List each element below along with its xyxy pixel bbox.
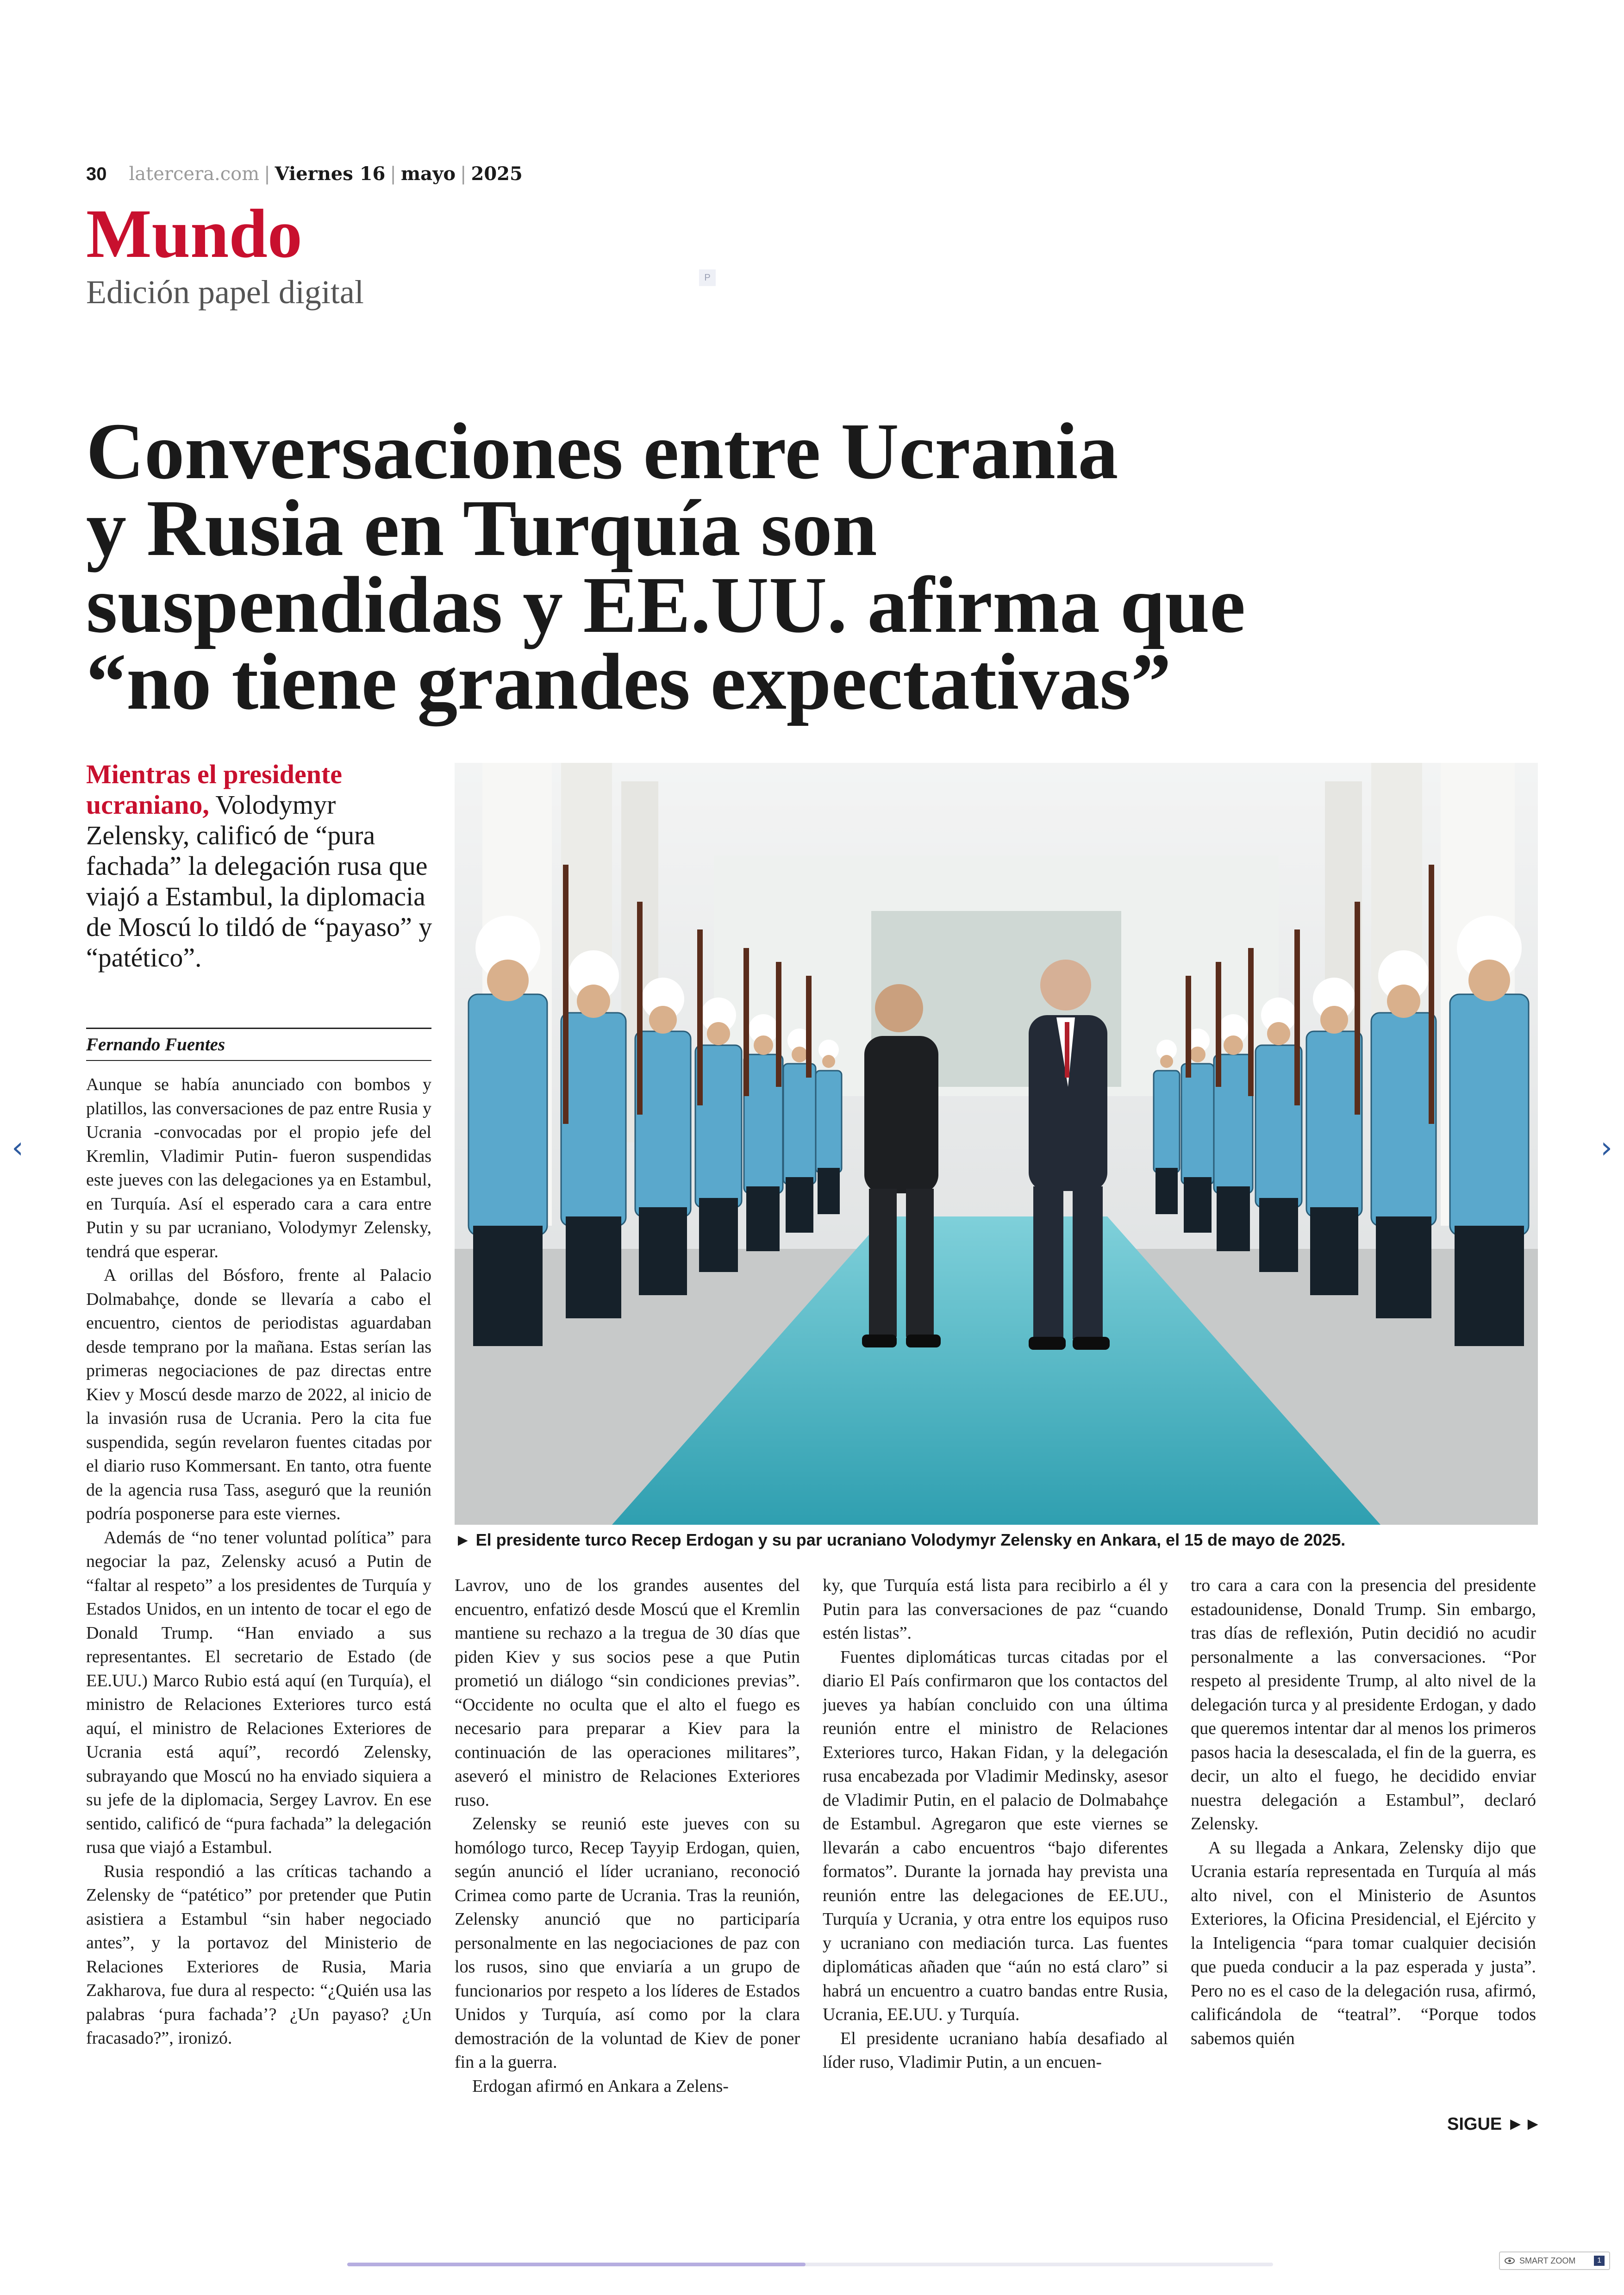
page-number: 30 bbox=[86, 164, 107, 184]
paragraph: tro cara a cara con la presencia del presidente estadounidense, Donald Trump. Sin embargo, tras días de reflexión, Putin decidió no acudir personalmente a las conversaciones. “Por respeto al presidente Trump, al alto nivel de la delegación turca y al presidente Erdogan, y dado que queremos intentar dar al menos los primeros pasos hacia la desescalada, el fin de la guerra, es decir, un alto el fuego, he decidido enviar nuestra delegación a Estambul”, declaró Zelensky. bbox=[1191, 1576, 1536, 1834]
paragraph: Lavrov, uno de los grandes ausentes del encuentro, enfatizó desde Moscú que el Kremlin mantiene su rechazo a la tregua de 30 días que piden Kiev y sus socios pese a que Putin prometió un diálogo “sin condiciones previas”. “Occidente no oculta que el alto el fuego es necesario para preparar a Kiev para la continuación de las operaciones militares”, aseveró el ministro de Relaciones Exteriores ruso. bbox=[455, 1576, 800, 1810]
next-page-button[interactable] bbox=[1593, 1129, 1620, 1166]
headline-line: Conversaciones entre Ucrania bbox=[86, 406, 1118, 496]
headline-line: suspendidas y EE.UU. afirma que bbox=[86, 560, 1246, 649]
chevron-left-icon: ‹ bbox=[12, 1131, 24, 1165]
smart-zoom-label: SMART ZOOM bbox=[1519, 2256, 1576, 2265]
page-scrollbar-thumb[interactable] bbox=[347, 2263, 806, 2266]
article-column-1 bbox=[86, 1073, 431, 2133]
paragraph: Erdogan afirmó en Ankara a Zelens- bbox=[472, 2076, 729, 2096]
paragraph: A su llegada a Ankara, Zelensky dijo que Ucrania estaría representada en Turquía al más alto nivel, con el Ministerio de Asuntos Exteriores, la Oficina Presidencial, el Ejército y la Inteligencia “para tomar cualquier decisión que pueda conducir a la paz esperada y justa”. Pero no es el caso de la delegación rusa, afirmó, calificándola de “teatral”. “Porque todos sabemos quién bbox=[1191, 1838, 1536, 2048]
paragraph: Además de “no tener voluntad política” para negociar la paz, Zelensky acusó a Putin de “faltar al respeto” a los presidentes de Turquía y Estados Unidos, en un intento de tocar el ego de Donald Trump. “Han enviado a sus representantes. El secretario de Estado (de EE.UU.) Marco Rubio está aquí (en Turquía), el ministro de Relaciones Exteriores turco está aquí, el ministro de Relaciones Exteriores de Ucrania está aquí”, recordó Zelensky, subrayando que Moscú no ha enviado siquiera a su jefe de la diplomacia, Sergey Lavrov. En ese sentido, calificó de “pura fachada” la delegación rusa que viajó a Estambul. bbox=[86, 1528, 431, 1857]
paragraph: ky, que Turquía está lista para recibirlo a él y Putin para las conversaciones de paz “cuando estén listas”. bbox=[823, 1576, 1168, 1643]
page-marker-icon: P bbox=[699, 269, 716, 286]
deck-lead: Mientras el presidente ucraniano, bbox=[86, 759, 343, 820]
edition-label: Edición papel digital bbox=[86, 274, 364, 311]
continue-label: SIGUE ►► bbox=[1447, 2114, 1542, 2134]
paragraph: El presidente ucraniano había desafiado al líder ruso, Vladimir Putin, a un encuen- bbox=[823, 2028, 1168, 2072]
article-photo bbox=[455, 763, 1538, 1525]
photo-illustration bbox=[455, 763, 1538, 1525]
chevron-right-icon: › bbox=[1600, 1131, 1612, 1165]
paragraph: Aunque se había anunciado con bombos y platillos, las conversaciones de paz entre Rusia y Ucrania -convocadas por el propio jefe del Kremlin, Vladimir Putin- fueron suspendidas este jueves con las delegaciones ya en Estambul, en Turquía. Así el esperado cara a cara entre Putin y su par ucraniano, Volodymyr Zelensky, tendrá que esperar. bbox=[86, 1075, 431, 1261]
article-column-2 bbox=[455, 1574, 800, 2134]
paragraph: A orillas del Bósforo, frente al Palacio Dolmabahçe, donde se llevaría a cabo el encuentro, cientos de periodistas aguardaban desde temprano por la mañana. Estas serían las primeras negociaciones de paz directas entre Kiev y Moscú desde marzo de 2022, al inicio de la invasión rusa de Ucrania. Pero la cita fue suspendida, según revelaron fuentes citadas por el diario ruso Kommersant. En tanto, otra fuente de la agencia rusa Tass, aseguró que la reunión podría posponerse para este viernes. bbox=[86, 1266, 431, 1523]
byline-rule-top bbox=[86, 1028, 431, 1029]
site-name: latercera.com bbox=[129, 163, 260, 185]
headline-line: y Rusia en Turquía son bbox=[86, 483, 877, 573]
smart-zoom-button[interactable] bbox=[1499, 2251, 1610, 2270]
headline bbox=[86, 406, 1382, 726]
section-title: Mundo bbox=[86, 195, 302, 272]
date-month: mayo bbox=[400, 163, 456, 185]
page-indicator: 1 bbox=[1594, 2256, 1605, 2266]
article-deck bbox=[86, 759, 438, 973]
paragraph: Zelensky se reunió este jueves con su homólogo turco, Recep Tayyip Erdogan, quien, según anunció el líder ucraniano, reconoció Crimea como parte de Ucrania. Tras la reunión, Zelensky anunció que no participaría personalmente en las negociaciones de paz con los rusos, sino que enviaría a un grupo de funcionarios por respeto a los líderes de Estados Unidos y Turquía, así como por la clara demostración de la voluntad de Kiev de poner fin a la guerra. bbox=[455, 1814, 800, 2072]
article-column-3 bbox=[823, 1574, 1168, 2134]
byline-rule-bottom bbox=[86, 1060, 431, 1061]
article-column-4 bbox=[1191, 1574, 1536, 2134]
deck-text: Volodymyr Zelensky, calificó de “pura fachada” la delegación rusa que viajó a Estambul, la diplomacia de Moscú lo tildó de “payaso” y “patético”. bbox=[86, 790, 432, 973]
page-folio: 30 latercera.com | Viernes 16 | mayo | 2025 bbox=[86, 163, 523, 185]
byline: Fernando Fuentes bbox=[86, 1035, 225, 1054]
previous-page-button[interactable] bbox=[4, 1129, 31, 1166]
date-day: Viernes 16 bbox=[275, 163, 386, 185]
paragraph: Fuentes diplomáticas turcas citadas por el diario El País confirmaron que los contactos del jueves ya habían concluido con una última reunión entre el ministro de Relaciones Exteriores turco, Hakan Fidan, y la delegación rusa encabezada por Vladimir Medinsky, asesor de Vladimir Putin, en el palacio de Dolmabahçe de Estambul. Agregaron que este viernes se llevarán a cabo encuentros “bajo diferentes formatos”. Durante la jornada hay prevista una reunión entre las delegaciones de EE.UU., Turquía y Ucrania, y otra entre los equipos ruso y ucraniano con mediación turca. Las fuentes diplomáticas añaden que “aún no está claro” si habrá un encuentro a cuatro bandas entre Rusia, Ucrania, EE.UU. y Turquía. bbox=[823, 1647, 1168, 2024]
photo-caption: ► El presidente turco Recep Erdogan y su par ucraniano Volodymyr Zelensky en Ankara, el 15 de mayo de 2025. bbox=[455, 1530, 1346, 1549]
eye-icon bbox=[1505, 2258, 1515, 2264]
date-year: 2025 bbox=[471, 163, 523, 185]
paragraph: Rusia respondió a las críticas tachando a Zelensky de “patético” por pretender que Putin asistiera a Estambul “sin haber negociado antes”, y la portavoz del Ministerio de Relaciones Exteriores de Rusia, Maria Zakharova, fue dura al respecto: “¿Quién usa las palabras ‘pura fachada’? ¿Un payaso? ¿Un fracasado?”, ironizó. bbox=[86, 1861, 431, 2048]
headline-line: “no tiene grandes expectativas” bbox=[86, 637, 1171, 726]
